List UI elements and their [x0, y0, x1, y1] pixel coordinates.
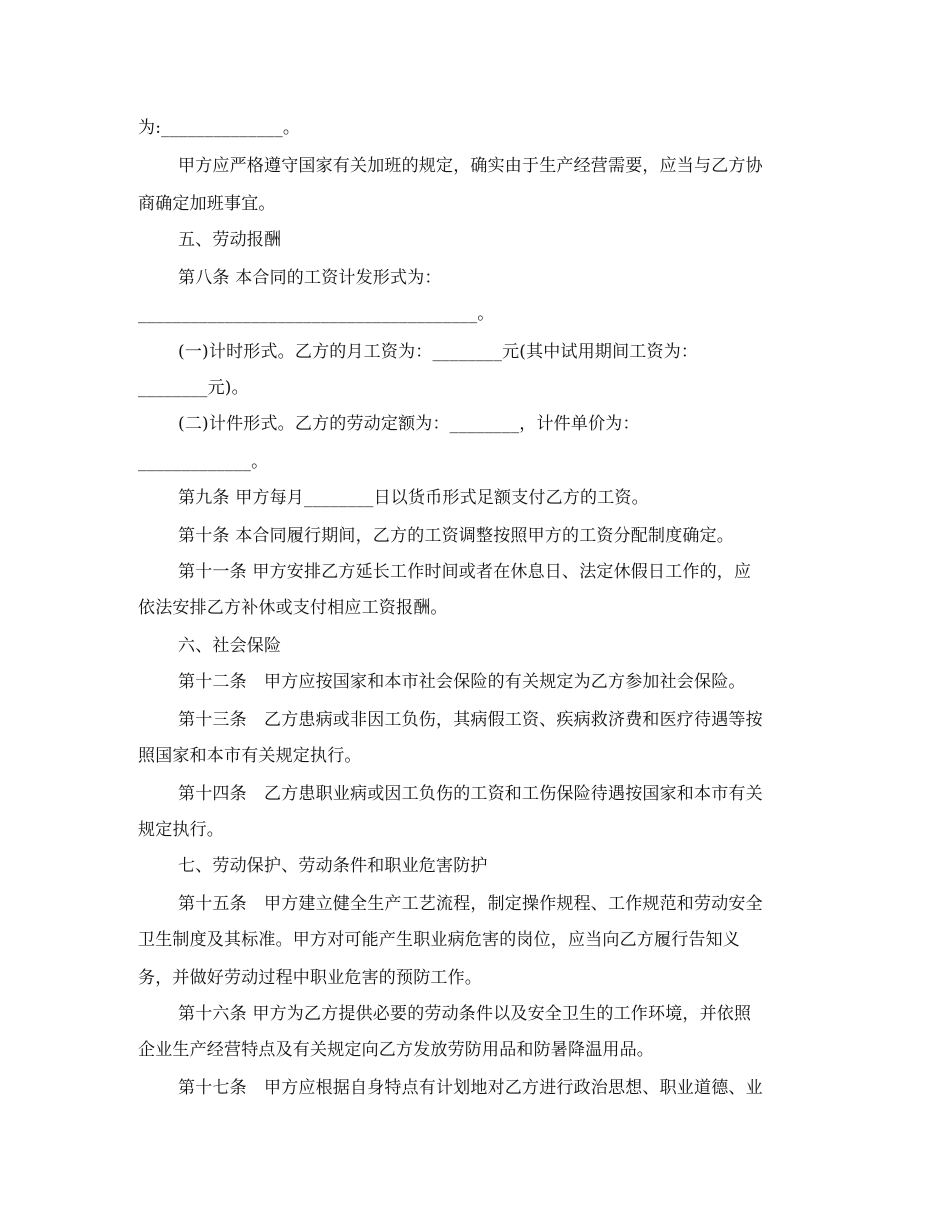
- section-heading: 七、劳动保护、劳动条件和职业危害防护: [178, 856, 488, 876]
- article-10: 第十条 本合同履行期间，乙方的工资调整按照甲方的工资分配制度确定。: [178, 526, 735, 546]
- text-line: 为:______________。: [138, 118, 301, 138]
- article-13: 第十三条 乙方患病或非因工负伤，其病假工资、疾病救济费和医疗待遇等按: [178, 710, 763, 730]
- text-line: ________元)。: [138, 378, 249, 398]
- text-line: 照国家和本市有关规定执行。: [138, 746, 362, 766]
- article-17: 第十七条 甲方应根据自身特点有计划地对乙方进行政治思想、职业道德、业: [178, 1078, 763, 1098]
- text-line: 务，并做好劳动过程中职业危害的预防工作。: [138, 968, 482, 988]
- text-line: 商确定加班事宜。: [138, 194, 276, 214]
- article-14: 第十四条 乙方患职业病或因工负伤的工资和工伤保险待遇按国家和本市有关: [178, 784, 763, 804]
- blank-line: _______________________________________。: [138, 304, 495, 324]
- article-11: 第十一条 甲方安排乙方延长工作时间或者在休息日、法定休假日工作的，应: [178, 562, 752, 582]
- text-line: 规定执行。: [138, 820, 224, 840]
- piece-rate-wage: (二)计件形式。乙方的劳动定额为：________，计件单价为：: [178, 414, 640, 434]
- section-heading: 五、劳动报酬: [178, 230, 282, 250]
- text-line: 卫生制度及其标准。甲方对可能产生职业病危害的岗位，应当向乙方履行告知义: [138, 930, 740, 950]
- text-line: 企业生产经营特点及有关规定向乙方发放劳防用品和防暑降温用品。: [138, 1040, 654, 1060]
- time-based-wage: (一)计时形式。乙方的月工资为：________元(其中试用期间工资为：: [178, 342, 699, 362]
- article-12: 第十二条 甲方应按国家和本市社会保险的有关规定为乙方参加社会保险。: [178, 672, 746, 692]
- blank-line: _____________。: [138, 452, 269, 472]
- article-16: 第十六条 甲方为乙方提供必要的劳动条件以及安全卫生的工作环境，并依照: [178, 1004, 752, 1024]
- text-line: 依法安排乙方补休或支付相应工资报酬。: [138, 598, 448, 618]
- article-8: 第八条 本合同的工资计发形式为：: [178, 268, 442, 288]
- article-9: 第九条 甲方每月________日以货币形式足额支付乙方的工资。: [178, 488, 649, 508]
- section-heading: 六、社会保险: [178, 636, 282, 656]
- paragraph-line: 甲方应严格遵守国家有关加班的规定，确实由于生产经营需要，应当与乙方协: [178, 156, 763, 176]
- article-15: 第十五条 甲方建立健全生产工艺流程，制定操作规程、工作规范和劳动安全: [178, 894, 763, 914]
